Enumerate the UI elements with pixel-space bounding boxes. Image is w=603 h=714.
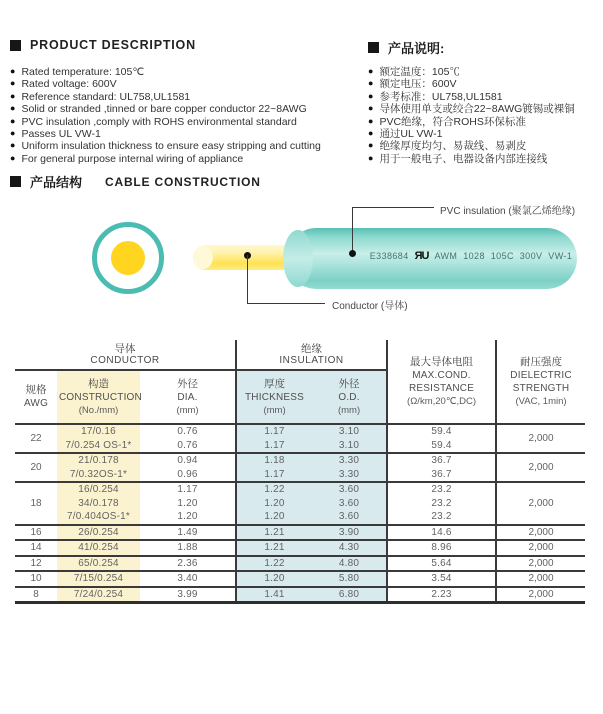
specification-table [15,340,585,604]
list-item [10,153,321,165]
cell-awg: 22 [15,424,57,453]
bullet-icon: ● [368,128,374,139]
cell-construction: 7/24/0.254 [57,587,140,603]
cell-dia: 0.94 0.96 [140,453,236,482]
list-item-text: PVC绝缘，符合ROHS环保标准 [379,115,526,128]
cable-construction-heading [10,172,261,191]
cable-print-marking [351,251,591,261]
product-description-heading [10,38,196,52]
cell-resistance: 36.7 36.7 [387,453,496,482]
cell-od: 4.80 [312,556,387,572]
section-marker-icon [10,40,21,51]
cell-dia: 1.17 1.20 1.20 [140,482,236,525]
list-item-text: Passes UL VW-1 [21,128,101,141]
list-item [368,140,575,152]
cell-thickness: 1.20 [236,571,312,587]
cell-dielectric: 2,000 [496,556,585,572]
table-row [15,525,585,541]
list-item [368,128,575,140]
table-row [15,571,585,587]
product-notes-title: 产品说明: [388,41,445,56]
cell-resistance: 8.96 [387,540,496,556]
cell-construction: 26/0.254 [57,525,140,541]
list-item [10,78,321,90]
conductor-core-circle [111,241,145,275]
bullet-icon: ● [10,140,16,151]
pvc-leader-dot [349,250,356,257]
list-item-text: Rated voltage: 600V [21,78,117,91]
col-header-thickness: 厚度 THICKNESS (mm) [236,370,312,424]
cable-construction-title-en: CABLE CONSTRUCTION [105,174,261,189]
cell-thickness: 1.21 [236,540,312,556]
list-item-text: 参考标准：UL758,UL1581 [379,90,503,103]
section-marker-icon [10,176,21,187]
cell-resistance: 3.54 [387,571,496,587]
cell-dia: 3.99 [140,587,236,603]
cell-dia: 0.76 0.76 [140,424,236,453]
insulation-tube-end [283,230,313,287]
list-item-text: 额定温度：105℃ [379,66,460,78]
table-row [15,556,585,572]
list-item-text: PVC insulation ,comply with ROHS environmental standard [21,115,297,128]
cell-dia: 1.49 [140,525,236,541]
cell-construction: 16/0.254 34/0.178 7/0.404OS-1* [57,482,140,525]
cell-awg: 20 [15,453,57,482]
col-header-dia: 外径 DIA. (mm) [140,370,236,424]
conductor-label: Conductor (导体) [332,301,408,312]
cell-construction: 41/0.254 [57,540,140,556]
list-item [10,91,321,103]
list-item-text: 绝缘厚度均匀、易裁线、易剥皮 [379,140,527,153]
cell-od: 3.90 [312,525,387,541]
group-header-insulation [236,340,387,370]
cell-dielectric: 2,000 [496,525,585,541]
conductor-leader-line-vertical [247,255,248,303]
pvc-leader-line-vertical [352,207,353,253]
cable-print-cert-number: E338684 [369,251,409,261]
list-item [368,66,575,78]
cell-od: 3.60 3.60 3.60 [312,482,387,525]
list-item-text: Solid or stranded ,tinned or bare copper conductor 22~8AWG [21,103,307,116]
col-header-construction: 构造 CONSTRUCTION (No./mm) [57,370,140,424]
bullet-icon: ● [10,115,16,126]
cell-awg: 12 [15,556,57,572]
table-row [15,453,585,482]
pvc-insulation-label: PVC insulation (聚氯乙烯绝缘) [440,206,576,217]
list-item-text: 额定电压：600V [379,78,457,91]
bullet-icon: ● [10,90,16,101]
cell-thickness: 1.21 [236,525,312,541]
list-item [10,128,321,140]
list-item-text: 导体使用单支或绞合22~8AWG镀锡或裸铜 [379,103,575,116]
cell-od: 5.80 [312,571,387,587]
product-notes-heading [368,38,444,57]
list-item-text: Uniform insulation thickness to ensure easy stripping and cutting [21,140,321,153]
cell-awg: 18 [15,482,57,525]
list-item [368,116,575,128]
cell-construction: 65/0.254 [57,556,140,572]
cell-thickness: 1.22 1.20 1.20 [236,482,312,525]
table-row [15,587,585,603]
list-item [368,91,575,103]
group-conductor-en: CONDUCTOR [90,354,160,366]
list-item [10,66,321,78]
list-item-text: 通过UL VW-1 [379,128,443,141]
col-header-resistance: 最大导体电阻 MAX.COND. RESISTANCE (Ω/km,20℃,DC) [387,340,496,424]
product-notes-list [368,66,575,165]
cell-awg: 10 [15,571,57,587]
cell-od: 3.30 3.30 [312,453,387,482]
list-item-text: For general purpose internal wiring of appliance [21,152,244,165]
list-item [368,78,575,90]
list-item [10,116,321,128]
section-marker-icon [368,42,379,53]
bullet-icon: ● [368,90,374,101]
table-row [15,482,585,525]
cell-awg: 16 [15,525,57,541]
cell-dia: 2.36 [140,556,236,572]
bullet-icon: ● [368,140,374,151]
cell-dia: 3.40 [140,571,236,587]
conductor-rod-end [193,246,213,269]
group-header-conductor [15,340,236,370]
cell-resistance: 59.4 59.4 [387,424,496,453]
product-description-list [10,66,321,165]
bullet-icon: ● [368,115,374,126]
cable-cross-section [92,222,164,294]
col-header-awg: 规格 AWG [15,370,57,424]
cell-dielectric: 2,000 [496,424,585,453]
cell-construction: 17/0.16 7/0.254 OS-1* [57,424,140,453]
list-item-text: Rated temperature: 105℃ [21,66,145,78]
bullet-icon: ● [368,78,374,89]
cell-dielectric: 2,000 [496,571,585,587]
bullet-icon: ● [368,103,374,114]
group-insulation-en: INSULATION [279,354,344,366]
cell-thickness: 1.22 [236,556,312,572]
cell-thickness: 1.18 1.17 [236,453,312,482]
group-insulation-zh: 绝缘 [301,342,323,355]
cell-construction: 7/15/0.254 [57,571,140,587]
cell-awg: 8 [15,587,57,603]
list-item [368,103,575,115]
cell-dia: 1.88 [140,540,236,556]
list-item [368,153,575,165]
list-item-text: 用于一般电子、电器设备内部连接线 [379,152,548,165]
bullet-icon: ● [10,128,16,139]
cell-resistance: 23.2 23.2 23.2 [387,482,496,525]
cell-dielectric: 2,000 [496,587,585,603]
bullet-icon: ● [368,152,374,163]
cell-resistance: 14.6 [387,525,496,541]
bullet-icon: ● [10,78,16,89]
cable-construction-title-zh: 产品结构 [30,175,83,190]
col-header-od: 外径 O.D. (mm) [312,370,387,424]
cell-od: 6.80 [312,587,387,603]
table-row [15,424,585,453]
pvc-leader-line-horizontal [352,207,434,208]
cell-thickness: 1.41 [236,587,312,603]
table-row [15,540,585,556]
ul-recognized-mark-icon: ЯU [414,250,429,262]
list-item [10,103,321,115]
cell-dielectric: 2,000 [496,482,585,525]
cell-dielectric: 2,000 [496,540,585,556]
list-item-text: Reference standard: UL758,UL1581 [21,90,191,103]
group-conductor-zh: 导体 [114,342,136,355]
bullet-icon: ● [368,66,374,76]
cell-dielectric: 2,000 [496,453,585,482]
cell-resistance: 5.64 [387,556,496,572]
table-group-header-row [15,340,585,370]
conductor-leader-line-horizontal [247,303,325,304]
bullet-icon: ● [10,66,16,76]
list-item [10,140,321,152]
cable-print-spec: AWM 1028 105C 300V VW-1 [434,251,573,261]
cell-construction: 21/0.178 7/0.32OS-1* [57,453,140,482]
cell-awg: 14 [15,540,57,556]
product-description-title: PRODUCT DESCRIPTION [30,38,196,52]
cell-thickness: 1.17 1.17 [236,424,312,453]
cell-od: 4.30 [312,540,387,556]
col-header-dielectric: 耐压强度 DIELECTRIC STRENGTH (VAC, 1min) [496,340,585,424]
cell-od: 3.10 3.10 [312,424,387,453]
bullet-icon: ● [10,103,16,114]
cell-resistance: 2.23 [387,587,496,603]
bullet-icon: ● [10,152,16,163]
